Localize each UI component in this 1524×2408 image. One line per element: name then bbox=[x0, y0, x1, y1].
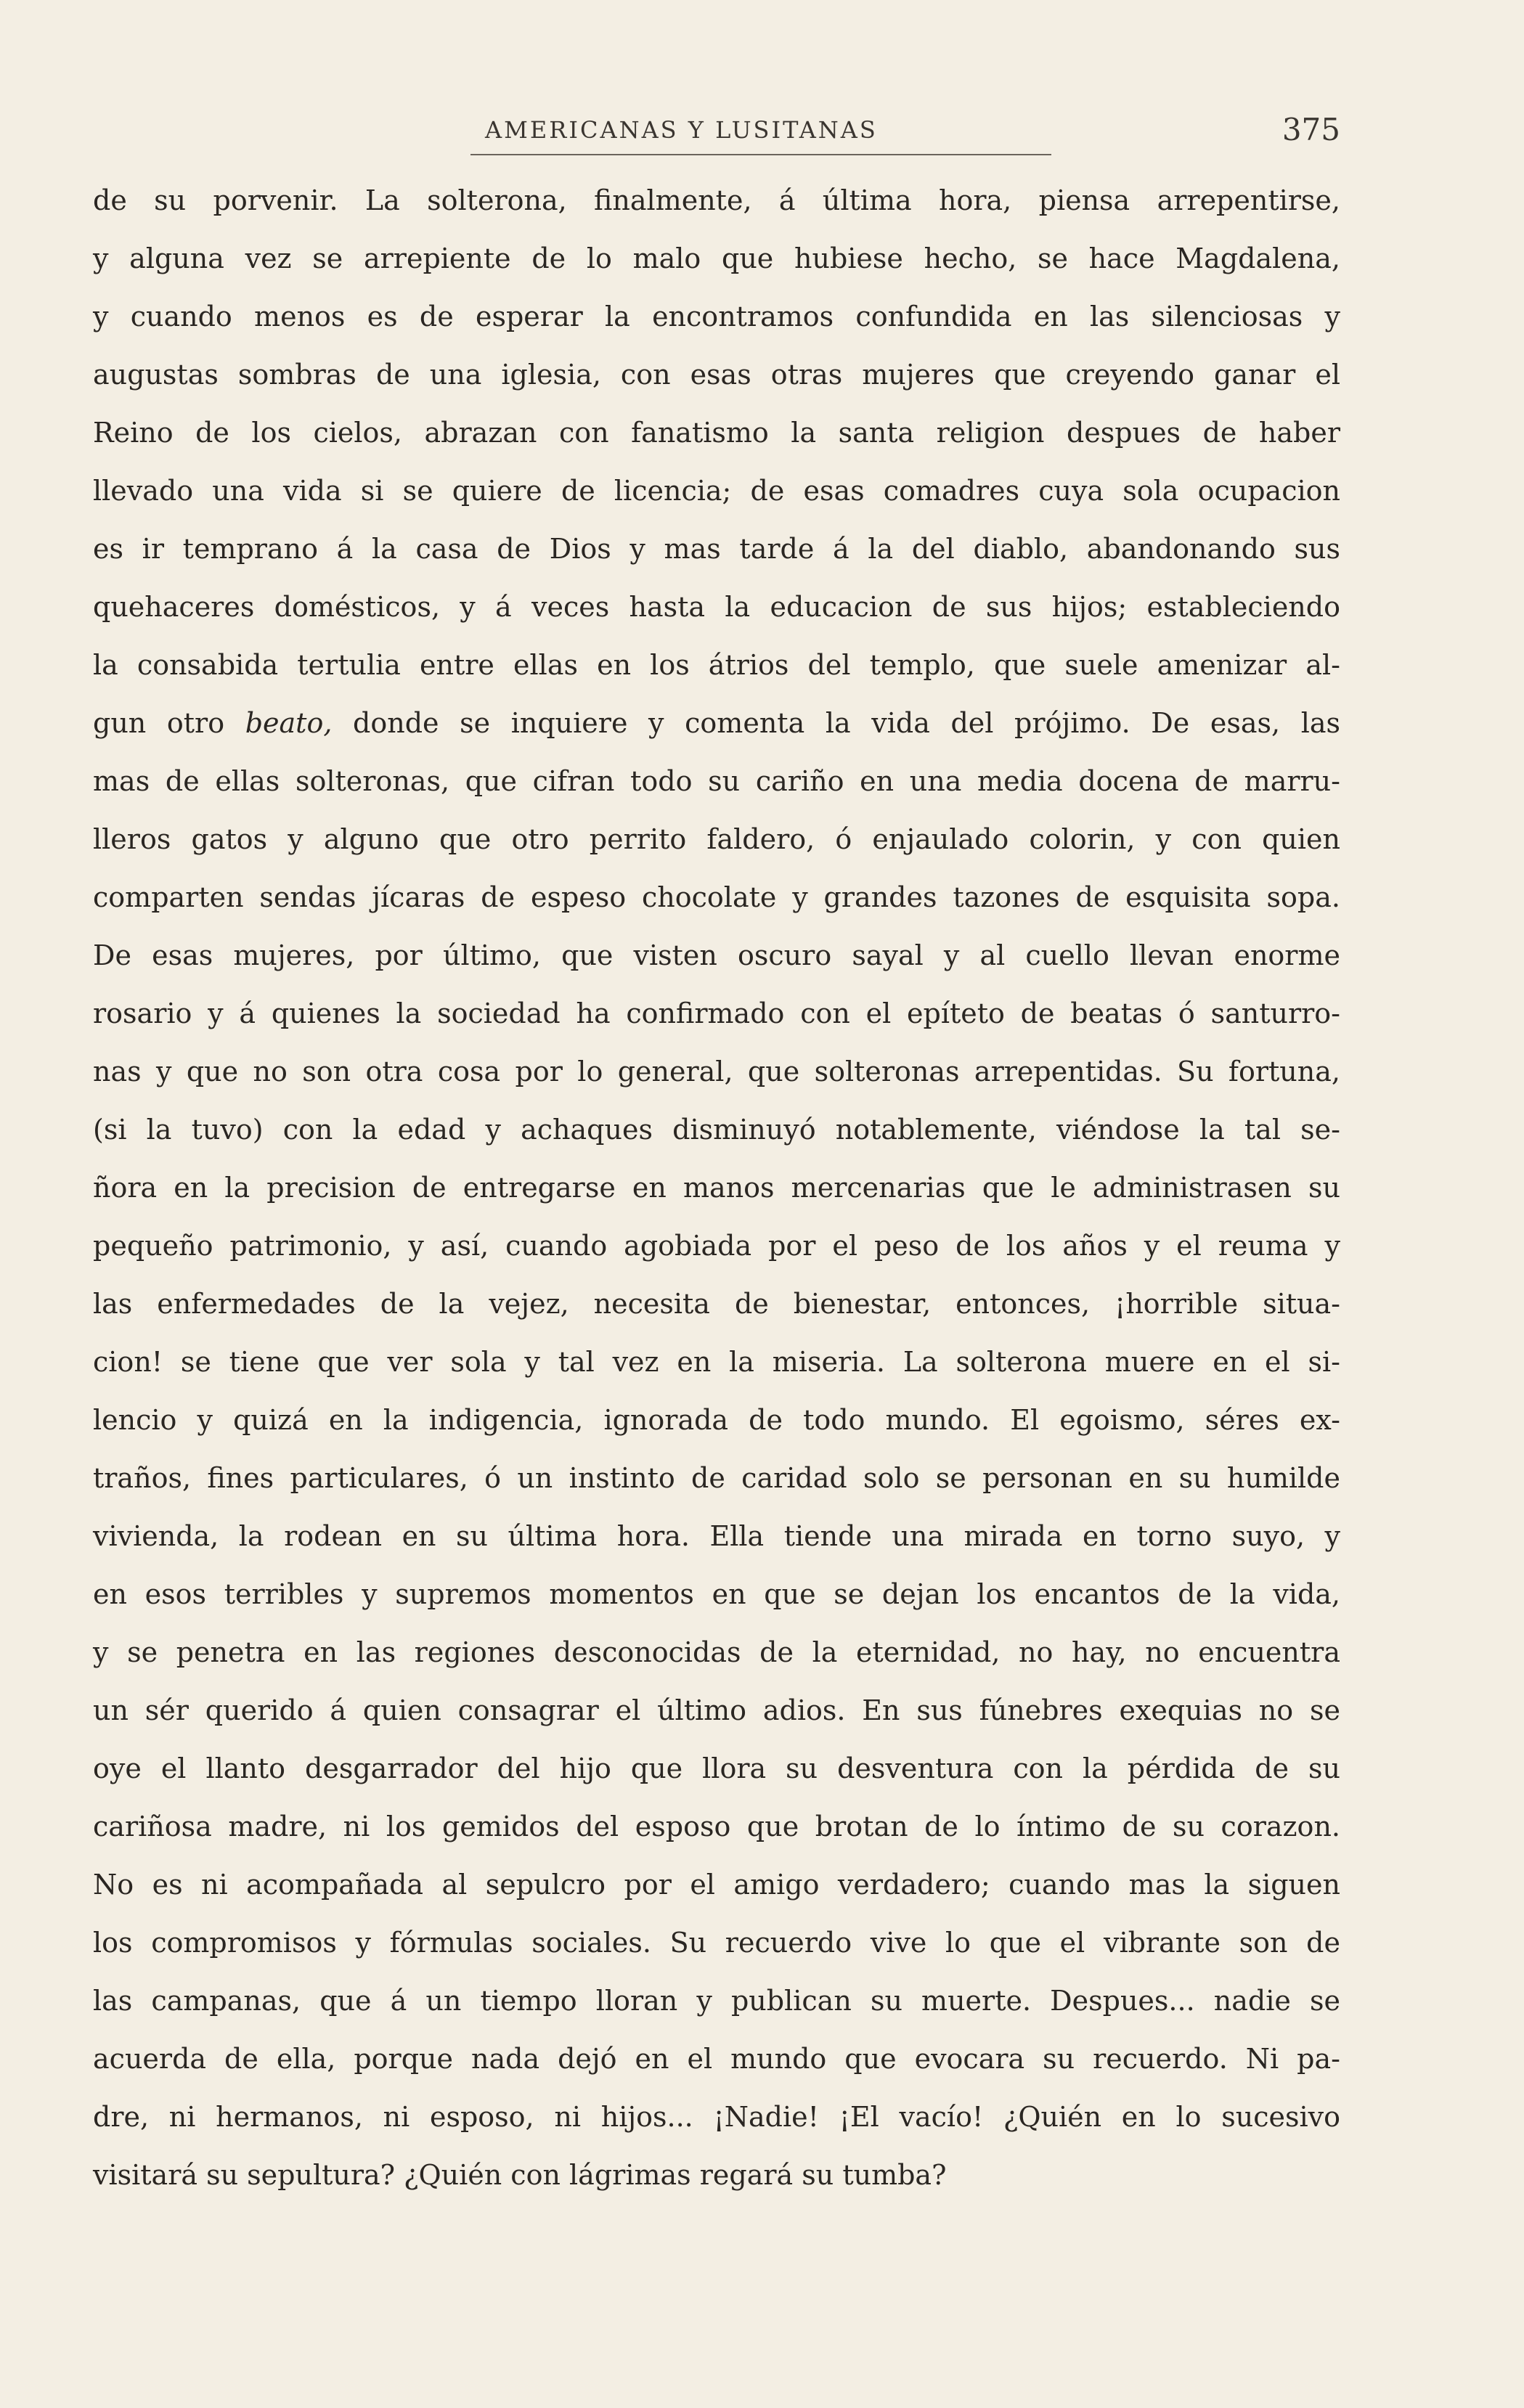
text-line: un sér querido á quien consagrar el último adios. En sus fúnebres exequias no se bbox=[93, 1694, 1340, 1726]
text-line: cion! se tiene que ver sola y tal vez en la miseria. La solterona muere en el si- bbox=[93, 1346, 1340, 1378]
text-line: quehaceres domésticos, y á veces hasta la educacion de sus hijos; estableciendo bbox=[93, 591, 1340, 623]
text-line: cariñosa madre, ni los gemidos del esposo que brotan de lo íntimo de su corazon. bbox=[93, 1811, 1340, 1842]
text-line: visitará su sepultura? ¿Quién con lágrimas regará su tumba? bbox=[93, 2159, 947, 2191]
text-line: la consabida tertulia entre ellas en los átrios del templo, que suele amenizar al- bbox=[93, 649, 1340, 681]
text-segment: gun otro bbox=[93, 707, 245, 739]
text-line: rosario y á quienes la sociedad ha confirmado con el epíteto de beatas ó santurro- bbox=[93, 997, 1340, 1029]
text-line: es ir temprano á la casa de Dios y mas tarde á la del diablo, abandonando sus bbox=[93, 533, 1340, 565]
text-line: las enfermedades de la vejez, necesita de bienestar, entonces, ¡horrible situa- bbox=[93, 1288, 1340, 1320]
page-number: 375 bbox=[1281, 112, 1340, 147]
text-line: No es ni acompañada al sepulcro por el amigo verdadero; cuando mas la siguen bbox=[93, 1869, 1340, 1901]
text-line: dre, ni hermanos, ni esposo, ni hijos... ¡Nadie! ¡El vacío! ¿Quién en lo sucesivo bbox=[93, 2101, 1340, 2133]
italic-word: beato, bbox=[245, 707, 333, 739]
text-line: de su porvenir. La solterona, finalmente, á última hora, piensa arrepentirse, bbox=[93, 184, 1340, 216]
text-line: oye el llanto desgarrador del hijo que llora su desventura con la pérdida de su bbox=[93, 1752, 1340, 1784]
text-line: traños, fines particulares, ó un instinto de caridad solo se personan en su humilde bbox=[93, 1462, 1340, 1494]
text-line: vivienda, la rodean en su última hora. Ella tiende una mirada en torno suyo, y bbox=[93, 1520, 1340, 1552]
text-line: llevado una vida si se quiere de licencia; de esas comadres cuya sola ocupacion bbox=[93, 475, 1340, 507]
text-segment: donde se inquiere y comenta la vida del prójimo. De esas, las bbox=[332, 707, 1340, 739]
running-header bbox=[93, 112, 1340, 160]
text-line: los compromisos y fórmulas sociales. Su recuerdo vive lo que el vibrante son de bbox=[93, 1927, 1340, 1959]
body-text bbox=[93, 171, 1340, 2204]
text-line: augustas sombras de una iglesia, con esas otras mujeres que creyendo ganar el bbox=[93, 359, 1340, 391]
text-line: y cuando menos es de esperar la encontramos confundida en las silenciosas y bbox=[93, 301, 1340, 332]
text-line: (si la tuvo) con la edad y achaques disminuyó notablemente, viéndose la tal se- bbox=[93, 1114, 1340, 1146]
header-title: AMERICANAS Y LUSITANAS bbox=[485, 116, 878, 144]
text-line: pequeño patrimonio, y así, cuando agobiada por el peso de los años y el reuma y bbox=[93, 1230, 1340, 1262]
text-line: lleros gatos y alguno que otro perrito faldero, ó enjaulado colorin, y con quien bbox=[93, 823, 1340, 855]
text-line: y se penetra en las regiones desconocidas de la eternidad, no hay, no encuentra bbox=[93, 1636, 1340, 1668]
text-line: las campanas, que á un tiempo lloran y publican su muerte. Despues... nadie se bbox=[93, 1985, 1340, 2017]
text-line: y alguna vez se arrepiente de lo malo que hubiese hecho, se hace Magdalena, bbox=[93, 242, 1340, 274]
text-line: De esas mujeres, por último, que visten oscuro sayal y al cuello llevan enorme bbox=[93, 939, 1340, 971]
text-line: comparten sendas jícaras de espeso chocolate y grandes tazones de esquisita sopa. bbox=[93, 881, 1340, 913]
text-line: acuerda de ella, porque nada dejó en el mundo que evocara su recuerdo. Ni pa- bbox=[93, 2043, 1340, 2075]
text-line: nas y que no son otra cosa por lo general, que solteronas arrepentidas. Su fortuna, bbox=[93, 1056, 1340, 1087]
text-line: en esos terribles y supremos momentos en que se dejan los encantos de la vida, bbox=[93, 1578, 1340, 1610]
text-line: Reino de los cielos, abrazan con fanatismo la santa religion despues de haber bbox=[93, 417, 1340, 449]
header-rule bbox=[470, 154, 1051, 155]
text-line: mas de ellas solteronas, que cifran todo su cariño en una media docena de marru- bbox=[93, 765, 1340, 797]
text-line bbox=[93, 694, 1340, 752]
text-line: ñora en la precision de entregarse en manos mercenarias que le administrasen su bbox=[93, 1172, 1340, 1204]
text-line: lencio y quizá en la indigencia, ignorada de todo mundo. El egoismo, séres ex- bbox=[93, 1404, 1340, 1436]
